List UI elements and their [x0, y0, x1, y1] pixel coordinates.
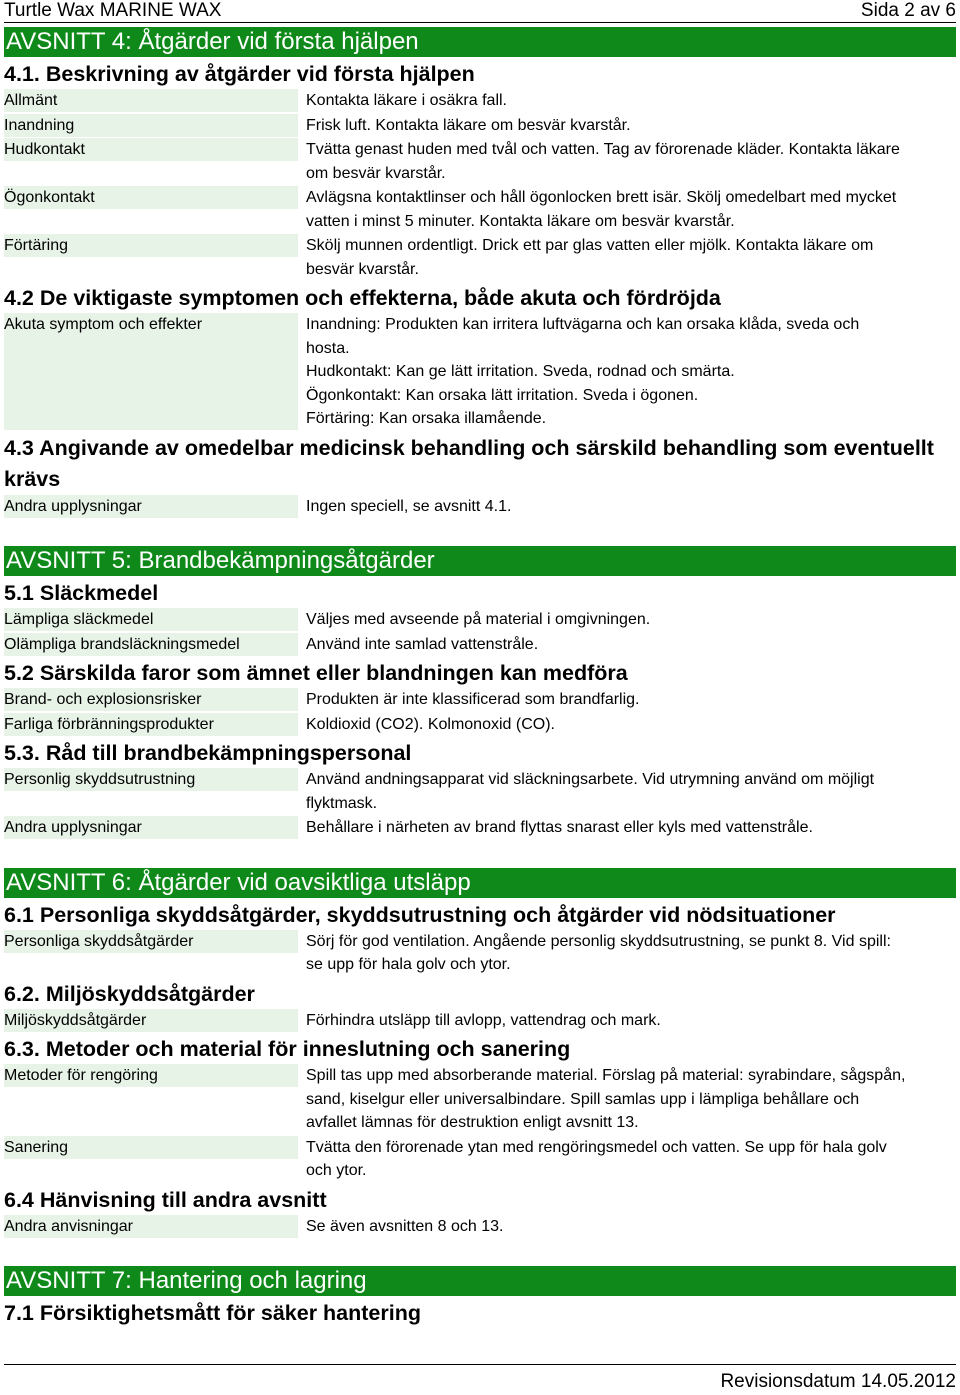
table-row — [4, 89, 956, 113]
subsection-number: 6.1 — [4, 902, 34, 927]
row-label: Förtäring — [4, 234, 298, 257]
table-row — [4, 313, 956, 431]
row-value: Väljes med avseende på material i omgivningen. — [306, 611, 651, 628]
subsection-7-1-title — [4, 1298, 956, 1328]
subsection-5-2-title — [4, 658, 956, 688]
subsection-text: De viktigaste symptomen och effekterna, både akuta och fördröjda — [39, 286, 721, 310]
subsection-text: Angivande av omedelbar medicinsk behandling och särskild behandling som eventuellt krävs — [4, 435, 934, 491]
table-row — [4, 495, 956, 519]
row-value: Produkten är inte klassificerad som brandfarlig. — [306, 691, 640, 708]
section-4-title: AVSNITT 4: Åtgärder vid första hjälpen — [4, 27, 956, 57]
subsection-text: Hänvisning till andra avsnitt — [39, 1187, 327, 1212]
subsection-5-3-title: 5.3. Råd till brandbekämpningspersonal — [4, 741, 412, 765]
symptom-line: Förtäring: Kan orsaka illamående. — [306, 410, 547, 427]
section-6-title: AVSNITT 6: Åtgärder vid oavsiktliga utsläpp — [4, 868, 956, 898]
page-number: Sida 2 av 6 — [860, 0, 956, 21]
subsection-number: 6.4 — [4, 1187, 34, 1212]
symptom-line: Inandning: Produkten kan irritera luftvägarna och kan orsaka klåda, sveda och hosta. — [306, 316, 860, 357]
table-row — [4, 713, 956, 737]
subsection-4-2-title — [4, 283, 956, 313]
subsection-text: Särskilda faror som ämnet eller blandningen kan medföra — [39, 661, 628, 685]
table-row — [4, 608, 956, 632]
row-value: Använd inte samlad vattenstråle. — [306, 635, 539, 653]
table-row — [4, 114, 956, 138]
subsection-4-3-title — [4, 433, 934, 495]
row-label: Farliga förbränningsprodukter — [4, 713, 298, 736]
row-value: Förhindra utsläpp till avlopp, vattendrag och mark. — [306, 1011, 661, 1029]
table-row — [4, 1136, 956, 1183]
row-value: Avlägsna kontaktlinser och håll ögonlocken brett isär. Skölj omedelbart med mycket vatten i minst 5 minuter. Kontakta läkare om besvär kvarstår. — [306, 189, 897, 230]
section-7-title: AVSNITT 7: Hantering och lagring — [4, 1266, 956, 1296]
revision-date: Revisionsdatum 14.05.2012 — [720, 1371, 956, 1392]
subsection-number: 4.3 — [4, 435, 34, 460]
subsection-4-1-title: 4.1. Beskrivning av åtgärder vid första hjälpen — [4, 62, 475, 86]
row-value: Använd andningsapparat vid släckningsarbete. Vid utrymning använd om möjligt flyktmask. — [306, 771, 875, 812]
row-value: Tvätta genast huden med tvål och vatten. Tag av förorenade kläder. Kontakta läkare om besvär kvarstår. — [306, 141, 900, 182]
row-label: Lämpliga släckmedel — [4, 608, 298, 631]
table-row — [4, 138, 956, 185]
subsection-number: 7.1 — [4, 1301, 34, 1325]
subsection-number: 5.1 — [4, 581, 34, 605]
row-label: Andra upplysningar — [4, 816, 298, 839]
row-label: Olämpliga brandsläckningsmedel — [4, 633, 298, 656]
section-5-title: AVSNITT 5: Brandbekämpningsåtgärder — [4, 546, 956, 576]
table-row — [4, 930, 956, 977]
subsection-text: Släckmedel — [39, 581, 159, 605]
row-value: Koldioxid (CO2). Kolmonoxid (CO). — [306, 715, 555, 733]
symptom-line: Ögonkontakt: Kan orsaka lätt irritation. Sveda i ögonen. — [306, 386, 699, 404]
subsection-6-2-title: 6.2. Miljöskyddsåtgärder — [4, 981, 255, 1006]
row-label: Miljöskyddsåtgärder — [4, 1009, 298, 1032]
row-value: Spill tas upp med absorberande material. Förslag på material: syrabindare, sågspån, sand, kiselgur eller universalbindare. Spill samlas upp i lämpliga behållare och avfallet lämnas för destruktion enligt avsnitt 13. — [306, 1067, 906, 1131]
page-footer — [4, 1364, 956, 1395]
product-name: Turtle Wax MARINE WAX — [4, 0, 222, 21]
subsection-6-1-title — [4, 900, 956, 930]
row-value: Ingen speciell, se avsnitt 4.1. — [306, 497, 512, 515]
row-label: Allmänt — [4, 89, 298, 112]
row-label: Hudkontakt — [4, 138, 298, 161]
table-row — [4, 688, 956, 712]
table-row — [4, 1009, 956, 1033]
subsection-text: Försiktighetsmått för säker hantering — [39, 1301, 421, 1325]
subsection-number: 4.2 — [4, 286, 34, 310]
row-value: Kontakta läkare i osäkra fall. — [306, 92, 507, 109]
row-value: Frisk luft. Kontakta läkare om besvär kvarstår. — [306, 116, 631, 134]
row-label: Personlig skyddsutrustning — [4, 768, 298, 791]
row-label: Brand- och explosionsrisker — [4, 688, 298, 711]
table-row — [4, 186, 956, 233]
row-label: Akuta symptom och effekter — [4, 313, 298, 430]
row-value: Sörj för god ventilation. Angående personlig skyddsutrustning, se punkt 8. Vid spill: se upp för hala golv och ytor. — [306, 932, 891, 973]
row-value: Se även avsnitten 8 och 13. — [306, 1217, 504, 1235]
row-label: Andra anvisningar — [4, 1215, 298, 1238]
table-row — [4, 1215, 956, 1239]
row-label: Ögonkontakt — [4, 186, 298, 209]
row-label: Personliga skyddsåtgärder — [4, 930, 298, 953]
subsection-6-4-title — [4, 1185, 956, 1215]
row-value: Skölj munnen ordentligt. Drick ett par glas vatten eller mjölk. Kontakta läkare om besvär kvarstår. — [306, 237, 874, 278]
table-row — [4, 768, 956, 815]
row-label: Metoder för rengöring — [4, 1064, 298, 1087]
subsection-text: Personliga skyddsåtgärder, skyddsutrustning och åtgärder vid nödsituationer — [39, 902, 836, 927]
row-label: Andra upplysningar — [4, 495, 298, 518]
table-row — [4, 816, 956, 840]
page-header — [4, 0, 956, 23]
document-page — [4, 0, 956, 1328]
subsection-number: 5.2 — [4, 661, 34, 685]
row-value-multiline — [306, 313, 906, 431]
subsection-6-3-title: 6.3. Metoder och material för inneslutning och sanering — [4, 1037, 571, 1061]
row-label: Inandning — [4, 114, 298, 137]
first-aid-rows — [4, 89, 956, 281]
row-value: Tvätta den förorenade ytan med rengöringsmedel och vatten. Se upp för hala golv och ytor. — [306, 1138, 887, 1179]
row-label: Sanering — [4, 1136, 298, 1159]
symptom-line: Hudkontakt: Kan ge lätt irritation. Sveda, rodnad och smärta. — [306, 363, 735, 380]
table-row — [4, 234, 956, 281]
row-value: Behållare i närheten av brand flyttas snarast eller kyls med vattenstråle. — [306, 819, 813, 836]
table-row — [4, 1064, 956, 1135]
subsection-5-1-title — [4, 578, 956, 608]
table-row — [4, 633, 956, 657]
